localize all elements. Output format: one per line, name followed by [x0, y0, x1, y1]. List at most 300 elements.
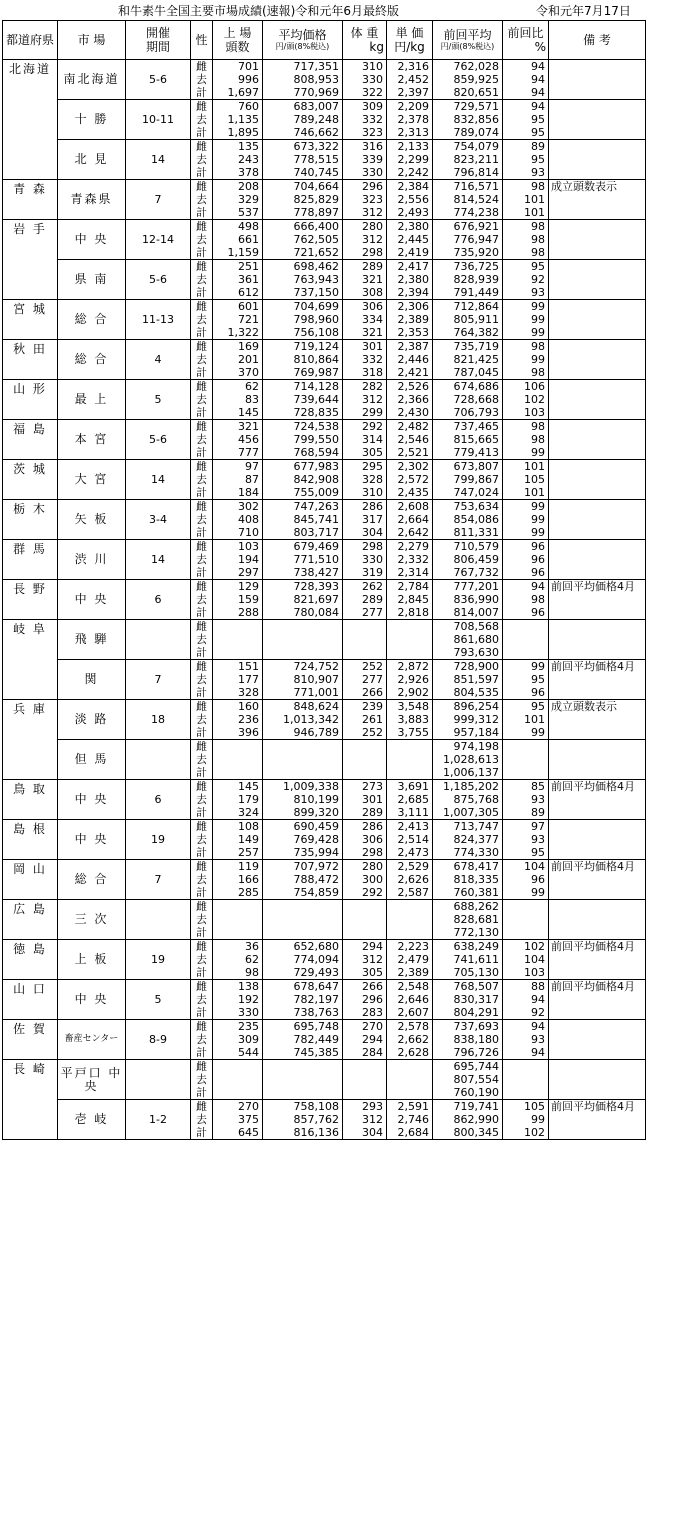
unit-price-cell: 2,430	[387, 406, 433, 420]
avg-price-cell: 810,864	[263, 353, 343, 366]
sex-cell: 去	[191, 753, 213, 766]
weight-cell	[343, 620, 387, 634]
note-cell	[549, 1020, 646, 1060]
unit-price-cell: 2,546	[387, 433, 433, 446]
prev-ratio-cell: 101	[503, 206, 549, 220]
report-title: 和牛素牛全国主要市場成績(速報)令和元年6月最終版	[118, 4, 400, 18]
count-cell: 302	[213, 500, 263, 514]
unit-price-cell	[387, 1073, 433, 1086]
sex-cell: 雌	[191, 940, 213, 954]
unit-price-cell: 2,435	[387, 486, 433, 500]
weight-cell: 323	[343, 193, 387, 206]
prev-avg-cell: 807,554	[433, 1073, 503, 1086]
sex-cell: 去	[191, 1113, 213, 1126]
weight-cell: 309	[343, 100, 387, 114]
prev-ratio-cell: 95	[503, 260, 549, 274]
sex-cell: 去	[191, 473, 213, 486]
sex-cell: 雌	[191, 900, 213, 914]
count-cell: 1,697	[213, 86, 263, 100]
period-cell: 4	[126, 340, 191, 380]
sex-cell: 計	[191, 1126, 213, 1140]
report-header	[0, 0, 675, 20]
table-row	[3, 1100, 646, 1114]
prev-ratio-cell: 89	[503, 806, 549, 820]
prev-avg-cell: 806,459	[433, 553, 503, 566]
unit-price-cell: 2,664	[387, 513, 433, 526]
weight-cell	[343, 900, 387, 914]
prev-ratio-cell	[503, 753, 549, 766]
avg-price-cell: 821,697	[263, 593, 343, 606]
prev-ratio-cell: 98	[503, 220, 549, 234]
avg-price-cell: 707,972	[263, 860, 343, 874]
prev-ratio-cell: 93	[503, 286, 549, 300]
avg-price-cell	[263, 646, 343, 660]
prefecture-cell: 長 野	[3, 580, 58, 620]
prev-avg-cell: 1,006,137	[433, 766, 503, 780]
weight-cell: 301	[343, 793, 387, 806]
prefecture-cell: 福 島	[3, 420, 58, 460]
avg-price-cell: 747,263	[263, 500, 343, 514]
weight-cell: 270	[343, 1020, 387, 1034]
avg-price-cell: 799,550	[263, 433, 343, 446]
prev-avg-cell: 823,211	[433, 153, 503, 166]
prev-ratio-cell	[503, 1086, 549, 1100]
sex-cell: 雌	[191, 540, 213, 554]
sex-cell: 計	[191, 646, 213, 660]
prev-avg-cell: 796,814	[433, 166, 503, 180]
prev-ratio-cell: 96	[503, 606, 549, 620]
period-cell: 14	[126, 540, 191, 580]
avg-price-cell: 735,994	[263, 846, 343, 860]
period-cell: 18	[126, 700, 191, 740]
unit-price-cell	[387, 913, 433, 926]
prev-avg-cell: 688,262	[433, 900, 503, 914]
weight-cell: 298	[343, 540, 387, 554]
unit-price-cell: 2,316	[387, 60, 433, 74]
weight-cell: 298	[343, 846, 387, 860]
period-cell: 5-6	[126, 60, 191, 100]
unit-price-cell: 2,380	[387, 273, 433, 286]
market-cell: 三 次	[58, 900, 126, 940]
prev-avg-cell: 673,807	[433, 460, 503, 474]
prev-avg-cell: 861,680	[433, 633, 503, 646]
prev-avg-cell: 854,086	[433, 513, 503, 526]
avg-price-cell: 782,197	[263, 993, 343, 1006]
period-cell: 5	[126, 980, 191, 1020]
prev-avg-cell: 832,856	[433, 113, 503, 126]
weight-cell: 305	[343, 966, 387, 980]
prev-avg-cell: 678,417	[433, 860, 503, 874]
unit-price-cell: 2,133	[387, 140, 433, 154]
weight-cell: 330	[343, 553, 387, 566]
sex-cell: 計	[191, 206, 213, 220]
weight-cell	[343, 740, 387, 754]
prev-ratio-cell: 105	[503, 1100, 549, 1114]
prev-avg-cell: 789,074	[433, 126, 503, 140]
prev-avg-cell: 776,947	[433, 233, 503, 246]
weight-cell: 304	[343, 526, 387, 540]
prefecture-cell: 栃 木	[3, 500, 58, 540]
prev-avg-cell: 728,668	[433, 393, 503, 406]
weight-cell: 330	[343, 73, 387, 86]
avg-price-cell: 810,907	[263, 673, 343, 686]
sex-cell: 去	[191, 1073, 213, 1086]
prev-ratio-cell: 98	[503, 340, 549, 354]
unit-price-cell: 2,353	[387, 326, 433, 340]
unit-price-cell: 2,608	[387, 500, 433, 514]
sex-cell: 去	[191, 993, 213, 1006]
table-row	[3, 620, 646, 634]
prev-ratio-cell: 102	[503, 1126, 549, 1140]
avg-price-cell	[263, 620, 343, 634]
prev-avg-cell: 747,024	[433, 486, 503, 500]
unit-price-cell: 2,279	[387, 540, 433, 554]
unit-price-cell: 2,902	[387, 686, 433, 700]
note-cell	[549, 300, 646, 340]
note-cell	[549, 420, 646, 460]
header-row	[3, 21, 646, 60]
count-cell: 119	[213, 860, 263, 874]
prev-avg-cell: 814,524	[433, 193, 503, 206]
unit-price-cell: 2,389	[387, 313, 433, 326]
table-row	[3, 580, 646, 594]
avg-price-cell: 717,351	[263, 60, 343, 74]
avg-price-cell: 762,505	[263, 233, 343, 246]
sex-cell: 計	[191, 806, 213, 820]
unit-price-cell: 2,548	[387, 980, 433, 994]
count-cell: 1,895	[213, 126, 263, 140]
count-cell: 108	[213, 820, 263, 834]
weight-cell: 286	[343, 500, 387, 514]
market-cell: 十 勝	[58, 100, 126, 140]
period-cell: 7	[126, 660, 191, 700]
sex-cell: 去	[191, 833, 213, 846]
sex-cell: 計	[191, 926, 213, 940]
col-prev-avg: 前回平均 円/頭(8%税込)	[433, 21, 503, 60]
avg-price-cell: 857,762	[263, 1113, 343, 1126]
note-cell	[549, 1060, 646, 1100]
period-cell: 14	[126, 460, 191, 500]
prefecture-cell: 山 形	[3, 380, 58, 420]
count-cell: 257	[213, 846, 263, 860]
period-cell: 1-2	[126, 1100, 191, 1140]
note-cell: 成立頭数表示	[549, 180, 646, 220]
prev-ratio-cell: 99	[503, 300, 549, 314]
count-cell: 612	[213, 286, 263, 300]
prev-avg-cell: 695,744	[433, 1060, 503, 1074]
weight-cell: 262	[343, 580, 387, 594]
prev-avg-cell: 777,201	[433, 580, 503, 594]
weight-cell: 323	[343, 126, 387, 140]
note-cell	[549, 220, 646, 260]
avg-price-cell	[263, 766, 343, 780]
weight-cell	[343, 633, 387, 646]
prev-avg-cell: 760,190	[433, 1086, 503, 1100]
count-cell: 370	[213, 366, 263, 380]
prev-avg-cell: 851,597	[433, 673, 503, 686]
prev-ratio-cell: 99	[503, 886, 549, 900]
period-cell: 10-11	[126, 100, 191, 140]
period-cell	[126, 1060, 191, 1100]
weight-cell	[343, 753, 387, 766]
prev-ratio-cell: 103	[503, 406, 549, 420]
prev-ratio-cell	[503, 900, 549, 914]
weight-cell: 292	[343, 420, 387, 434]
note-cell	[549, 900, 646, 940]
prev-avg-cell: 772,130	[433, 926, 503, 940]
prev-avg-cell: 774,330	[433, 846, 503, 860]
col-pref: 都道府県	[3, 21, 58, 60]
count-cell	[213, 646, 263, 660]
prev-avg-cell: 760,381	[433, 886, 503, 900]
weight-cell: 301	[343, 340, 387, 354]
weight-cell: 280	[343, 860, 387, 874]
sex-cell: 去	[191, 313, 213, 326]
sex-cell: 去	[191, 953, 213, 966]
prev-ratio-cell: 99	[503, 513, 549, 526]
count-cell: 201	[213, 353, 263, 366]
market-cell: 青森県	[58, 180, 126, 220]
avg-price-cell: 771,001	[263, 686, 343, 700]
prev-avg-cell: 674,686	[433, 380, 503, 394]
unit-price-cell: 2,479	[387, 953, 433, 966]
count-cell: 996	[213, 73, 263, 86]
sex-cell: 計	[191, 766, 213, 780]
count-cell: 321	[213, 420, 263, 434]
prev-ratio-cell: 99	[503, 526, 549, 540]
prev-ratio-cell: 98	[503, 593, 549, 606]
prev-ratio-cell: 101	[503, 713, 549, 726]
weight-cell: 310	[343, 60, 387, 74]
prev-avg-cell: 828,681	[433, 913, 503, 926]
count-cell: 1,135	[213, 113, 263, 126]
table-row	[3, 340, 646, 354]
prev-ratio-cell: 98	[503, 420, 549, 434]
note-cell	[549, 620, 646, 660]
prev-ratio-cell	[503, 1073, 549, 1086]
market-cell: 矢 板	[58, 500, 126, 540]
count-cell: 138	[213, 980, 263, 994]
weight-cell: 282	[343, 380, 387, 394]
prev-ratio-cell: 102	[503, 393, 549, 406]
avg-price-cell: 704,699	[263, 300, 343, 314]
avg-price-cell	[263, 633, 343, 646]
prev-avg-cell: 999,312	[433, 713, 503, 726]
weight-cell	[343, 913, 387, 926]
count-cell: 151	[213, 660, 263, 674]
market-cell: 県 南	[58, 260, 126, 300]
table-row	[3, 900, 646, 914]
count-cell: 97	[213, 460, 263, 474]
weight-cell: 294	[343, 1033, 387, 1046]
prev-avg-cell: 764,382	[433, 326, 503, 340]
avg-price-cell: 808,953	[263, 73, 343, 86]
avg-price-cell: 803,717	[263, 526, 343, 540]
prev-ratio-cell: 93	[503, 1033, 549, 1046]
avg-price-cell: 774,094	[263, 953, 343, 966]
prev-avg-cell: 768,507	[433, 980, 503, 994]
count-cell: 329	[213, 193, 263, 206]
market-cell: 渋 川	[58, 540, 126, 580]
table-row	[3, 940, 646, 954]
count-cell: 710	[213, 526, 263, 540]
col-market: 市 場	[58, 21, 126, 60]
prev-avg-cell: 716,571	[433, 180, 503, 194]
unit-price-cell: 2,452	[387, 73, 433, 86]
avg-price-cell: 724,538	[263, 420, 343, 434]
unit-price-cell: 2,926	[387, 673, 433, 686]
market-cell: 関	[58, 660, 126, 700]
prefecture-cell: 岡 山	[3, 860, 58, 900]
prev-ratio-cell: 92	[503, 273, 549, 286]
note-cell	[549, 260, 646, 300]
weight-cell: 318	[343, 366, 387, 380]
prev-ratio-cell	[503, 633, 549, 646]
period-cell: 6	[126, 580, 191, 620]
unit-price-cell: 2,662	[387, 1033, 433, 1046]
market-cell: 壱 岐	[58, 1100, 126, 1140]
market-cell: 中 央	[58, 580, 126, 620]
count-cell: 36	[213, 940, 263, 954]
sex-cell: 去	[191, 193, 213, 206]
count-cell: 408	[213, 513, 263, 526]
prev-ratio-cell: 99	[503, 1113, 549, 1126]
prev-ratio-cell: 104	[503, 860, 549, 874]
sex-cell: 雌	[191, 300, 213, 314]
avg-price-cell: 768,594	[263, 446, 343, 460]
weight-cell	[343, 766, 387, 780]
weight-cell: 296	[343, 180, 387, 194]
unit-price-cell	[387, 740, 433, 754]
prev-avg-cell: 710,579	[433, 540, 503, 554]
market-cell: 上 板	[58, 940, 126, 980]
prev-avg-cell: 838,180	[433, 1033, 503, 1046]
weight-cell: 312	[343, 393, 387, 406]
period-cell	[126, 740, 191, 780]
prev-ratio-cell: 94	[503, 60, 549, 74]
market-cell: 畜産センター	[58, 1020, 126, 1060]
prev-ratio-cell: 96	[503, 540, 549, 554]
unit-price-cell: 2,514	[387, 833, 433, 846]
weight-cell	[343, 646, 387, 660]
sex-cell: 去	[191, 553, 213, 566]
market-cell: 平戸口 中央	[58, 1060, 126, 1100]
note-cell	[549, 340, 646, 380]
period-cell: 8-9	[126, 1020, 191, 1060]
prev-avg-cell: 862,990	[433, 1113, 503, 1126]
unit-price-cell	[387, 900, 433, 914]
avg-price-cell: 778,515	[263, 153, 343, 166]
count-cell	[213, 740, 263, 754]
count-cell: 160	[213, 700, 263, 714]
prev-avg-cell: 793,630	[433, 646, 503, 660]
avg-price-cell: 673,322	[263, 140, 343, 154]
weight-cell: 266	[343, 980, 387, 994]
prev-avg-cell: 736,725	[433, 260, 503, 274]
sex-cell: 計	[191, 326, 213, 340]
unit-price-cell: 2,591	[387, 1100, 433, 1114]
unit-price-cell: 2,746	[387, 1113, 433, 1126]
count-cell: 661	[213, 233, 263, 246]
weight-cell: 252	[343, 726, 387, 740]
count-cell: 324	[213, 806, 263, 820]
prev-avg-cell: 706,793	[433, 406, 503, 420]
prev-ratio-cell: 97	[503, 820, 549, 834]
unit-price-cell: 2,419	[387, 246, 433, 260]
prev-avg-cell: 767,732	[433, 566, 503, 580]
sex-cell: 計	[191, 126, 213, 140]
sex-cell: 計	[191, 246, 213, 260]
count-cell	[213, 633, 263, 646]
prefecture-cell: 茨 城	[3, 460, 58, 500]
col-period: 開催 期間	[126, 21, 191, 60]
avg-price-cell: 1,009,338	[263, 780, 343, 794]
unit-price-cell: 2,482	[387, 420, 433, 434]
sex-cell: 去	[191, 433, 213, 446]
prev-ratio-cell: 95	[503, 846, 549, 860]
avg-price-cell: 769,428	[263, 833, 343, 846]
prev-avg-cell: 804,535	[433, 686, 503, 700]
avg-price-cell: 740,745	[263, 166, 343, 180]
col-note: 備 考	[549, 21, 646, 60]
unit-price-cell	[387, 633, 433, 646]
prev-avg-cell: 1,185,202	[433, 780, 503, 794]
prev-ratio-cell: 101	[503, 193, 549, 206]
sex-cell: 去	[191, 513, 213, 526]
sex-cell: 去	[191, 233, 213, 246]
avg-price-cell: 679,469	[263, 540, 343, 554]
table-row	[3, 380, 646, 394]
prev-ratio-cell: 94	[503, 1020, 549, 1034]
unit-price-cell: 2,332	[387, 553, 433, 566]
weight-cell: 332	[343, 113, 387, 126]
prev-avg-cell: 1,007,305	[433, 806, 503, 820]
prev-ratio-cell: 93	[503, 166, 549, 180]
count-cell: 103	[213, 540, 263, 554]
table-row	[3, 1020, 646, 1034]
unit-price-cell: 2,421	[387, 366, 433, 380]
prev-avg-cell: 811,331	[433, 526, 503, 540]
unit-price-cell: 3,883	[387, 713, 433, 726]
unit-price-cell: 2,784	[387, 580, 433, 594]
prev-ratio-cell: 98	[503, 180, 549, 194]
table-row	[3, 140, 646, 154]
weight-cell: 266	[343, 686, 387, 700]
col-sex: 性	[191, 21, 213, 60]
prefecture-cell: 岩 手	[3, 220, 58, 300]
weight-cell	[343, 1073, 387, 1086]
note-cell: 前回平均価格4月	[549, 860, 646, 900]
prev-ratio-cell: 94	[503, 86, 549, 100]
weight-cell: 308	[343, 286, 387, 300]
unit-price-cell: 3,691	[387, 780, 433, 794]
table-row	[3, 260, 646, 274]
prev-avg-cell: 875,768	[433, 793, 503, 806]
table-row	[3, 60, 646, 74]
avg-price-cell: 745,385	[263, 1046, 343, 1060]
prev-ratio-cell: 95	[503, 113, 549, 126]
table-row	[3, 540, 646, 554]
prev-ratio-cell: 95	[503, 700, 549, 714]
sex-cell: 計	[191, 566, 213, 580]
count-cell: 98	[213, 966, 263, 980]
weight-cell: 334	[343, 313, 387, 326]
weight-cell: 305	[343, 446, 387, 460]
prev-ratio-cell: 89	[503, 140, 549, 154]
count-cell: 87	[213, 473, 263, 486]
prev-avg-cell: 896,254	[433, 700, 503, 714]
avg-price-cell: 758,108	[263, 1100, 343, 1114]
